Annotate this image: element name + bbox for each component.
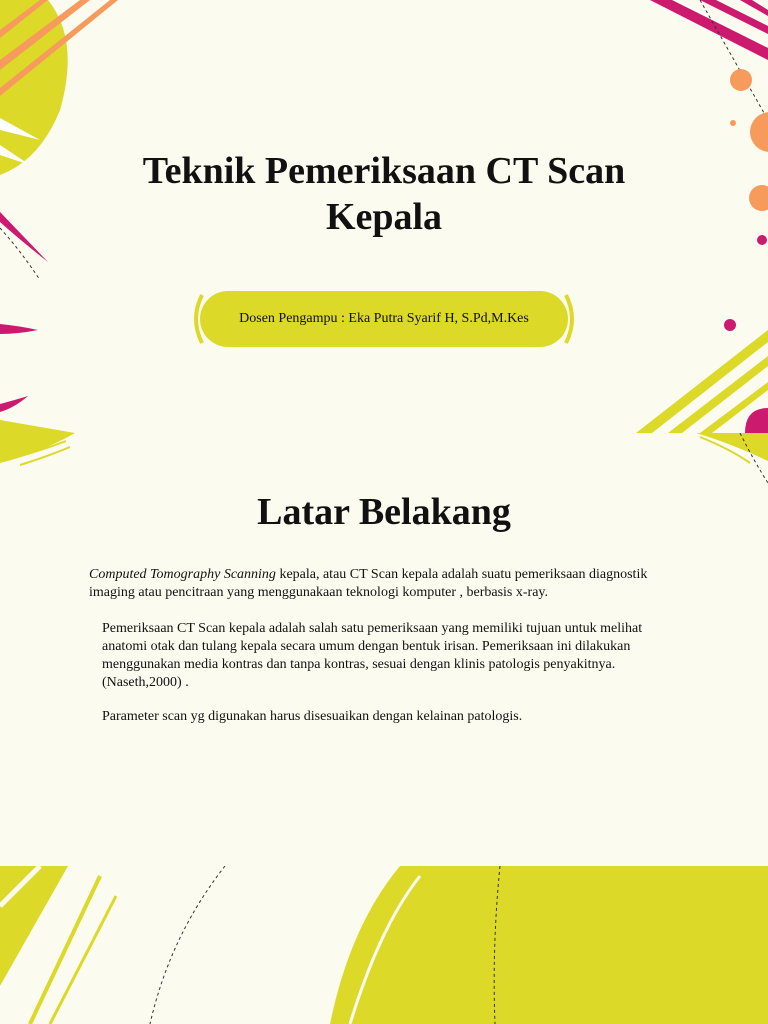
decorative-shapes-3	[0, 866, 768, 1024]
title-slide	[0, 0, 768, 433]
ct-term: Computed Tomography Scanning	[89, 567, 276, 582]
definition-text: kepala, atau CT Scan kepala adalah suatu pemeriksaan diagnostik imaging atau pencitraan yang menggunakaan teknologi komputer , berbasis x-ray.	[89, 567, 648, 600]
lecturer-badge	[200, 291, 568, 347]
right-bracket-decoration	[562, 293, 576, 345]
lecturer-text: Dosen Pengampu : Eka Putra Syarif H, S.Pd,M.Kes	[239, 311, 529, 326]
section-heading: Latar Belakang	[257, 491, 511, 533]
paragraph-parameter: Parameter scan yg digunakan harus disesuaikan dengan kelainan patologis.	[102, 709, 523, 724]
slide-title: Teknik Pemeriksaan CT Scan Kepala	[142, 150, 626, 238]
paragraph-definition	[89, 566, 679, 602]
paragraph-purpose: Pemeriksaan CT Scan kepala adalah salah satu pemeriksaan yang memiliki tujuan untuk melihat anatomi otak dan tulang kepala secara umum dengan bentuk irisan. Pemeriksaan ini dilakukan menggunakan media kontras dan tanpa kontras, sesuai dengan klinis patologis penyakitnya. (Naseth,2000) .	[102, 621, 643, 690]
next-slide-partial	[0, 866, 768, 1024]
background-slide	[0, 433, 768, 866]
